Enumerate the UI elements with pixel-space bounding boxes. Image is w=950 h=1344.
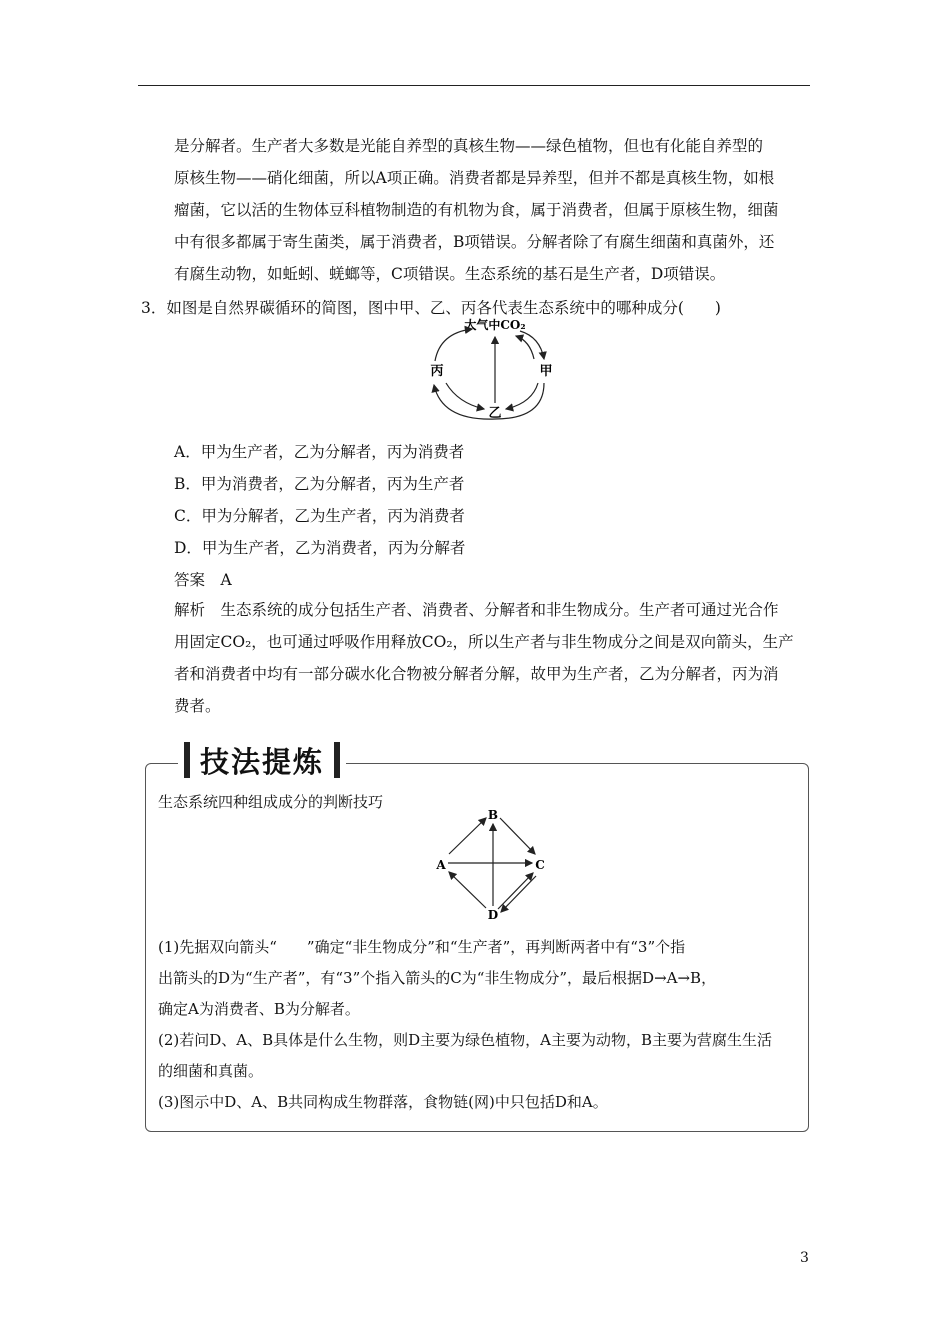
option-b: B．甲为消费者，乙为分解者，丙为生产者 [174,475,465,493]
text-line: 出箭头的D为“生产者”，有“3”个指入箭头的C为“非生物成分”，最后根据D→A→B， [158,969,717,987]
text-line: 确定A为消费者、B为分解者。 [158,1000,360,1018]
arrow-bing-to-atmosphere [435,329,472,361]
header-rule [138,85,810,86]
arrow-a-to-b [449,818,486,854]
node-yi: 乙 [488,406,502,421]
double-arrow-d-c-1 [498,873,533,909]
four-components-diagram [432,806,554,924]
carbon-cycle-diagram [420,315,570,425]
text-line: (3)图示中D、A、B共同构成生物群落，食物链(网)中只包括D和A。 [158,1093,608,1111]
answer: 答案 A [174,571,232,589]
text-line: 原核生物——硝化细菌，所以A项正确。消费者都是异养型，但并不都是真核生物，如根 [174,169,775,187]
node-b: B [487,808,499,822]
node-jia: 甲 [539,364,553,379]
arrow-bing-to-yi [446,383,484,409]
node-c: C [535,858,545,872]
arrow-atmosphere-to-jia [520,331,544,359]
heading-bar-right [334,742,340,778]
node-bing: 丙 [430,364,444,379]
analysis [174,594,810,722]
node-d: D [487,908,499,922]
tips-heading-text: 技法提炼 [200,744,325,779]
text-line: 是分解者。生产者大多数是光能自养型的真核生物——绿色植物，但也有化能自养型的 [174,137,764,155]
tips-subtitle: 生态系统四种组成成分的判断技巧 [158,793,384,811]
text-line: 中有很多都属于寄生菌类，属于消费者，B项错误。分解者除了有腐生细菌和真菌外，还 [174,233,775,251]
text-line: 有腐生动物，如蚯蚓、蜣螂等，C项错误。生态系统的基石是生产者，D项错误。 [174,265,726,283]
arrow-jia-to-atmosphere [516,336,534,359]
tips-heading [178,740,346,780]
question-3-stem: 3．如图是自然界碳循环的简图，图中甲、乙、丙各代表生态系统中的哪种成分( ) [141,299,721,317]
arrow-b-to-c [500,818,535,854]
text-line: 用固定CO₂，也可通过呼吸作用释放CO₂，所以生产者与非生物成分之间是双向箭头，生产 [174,633,794,651]
tips-points [158,932,808,1118]
arrow-jia-to-yi [506,383,538,409]
text-line: 者和消费者中均有一部分碳水化合物被分解者分解，故甲为生产者，乙为分解者，丙为消 [174,665,779,683]
previous-explanation [174,130,810,290]
text-line: 费者。 [174,697,221,715]
option-a: A．甲为生产者，乙为分解者，丙为消费者 [174,443,465,461]
option-d: D．甲为生产者，乙为消费者，丙为分解者 [174,539,466,557]
text-line: (2)若问D、A、B具体是什么生物，则D主要为绿色植物，A主要为动物，B主要为营腐生生活 [158,1031,773,1049]
text-line: 的细菌和真菌。 [158,1062,264,1080]
double-arrow-d-c-2 [501,876,536,912]
node-atmosphere-co2: 大气中CO₂ [464,318,526,332]
text-line: (1)先据双向箭头“ ”确定“非生物成分”和“生产者”，再判断两者中有“3”个指 [158,938,686,956]
page-number: 3 [800,1250,809,1266]
text-line: 瘤菌，它以活的生物体豆科植物制造的有机物为食，属于消费者，但属于原核生物，细菌 [174,201,779,219]
text-line: 解析 生态系统的成分包括生产者、消费者、分解者和非生物成分。生产者可通过光合作 [174,601,779,619]
node-a: A [436,858,446,872]
arrow-d-to-a [449,872,486,908]
option-c: C．甲为分解者，乙为生产者，丙为消费者 [174,507,465,525]
